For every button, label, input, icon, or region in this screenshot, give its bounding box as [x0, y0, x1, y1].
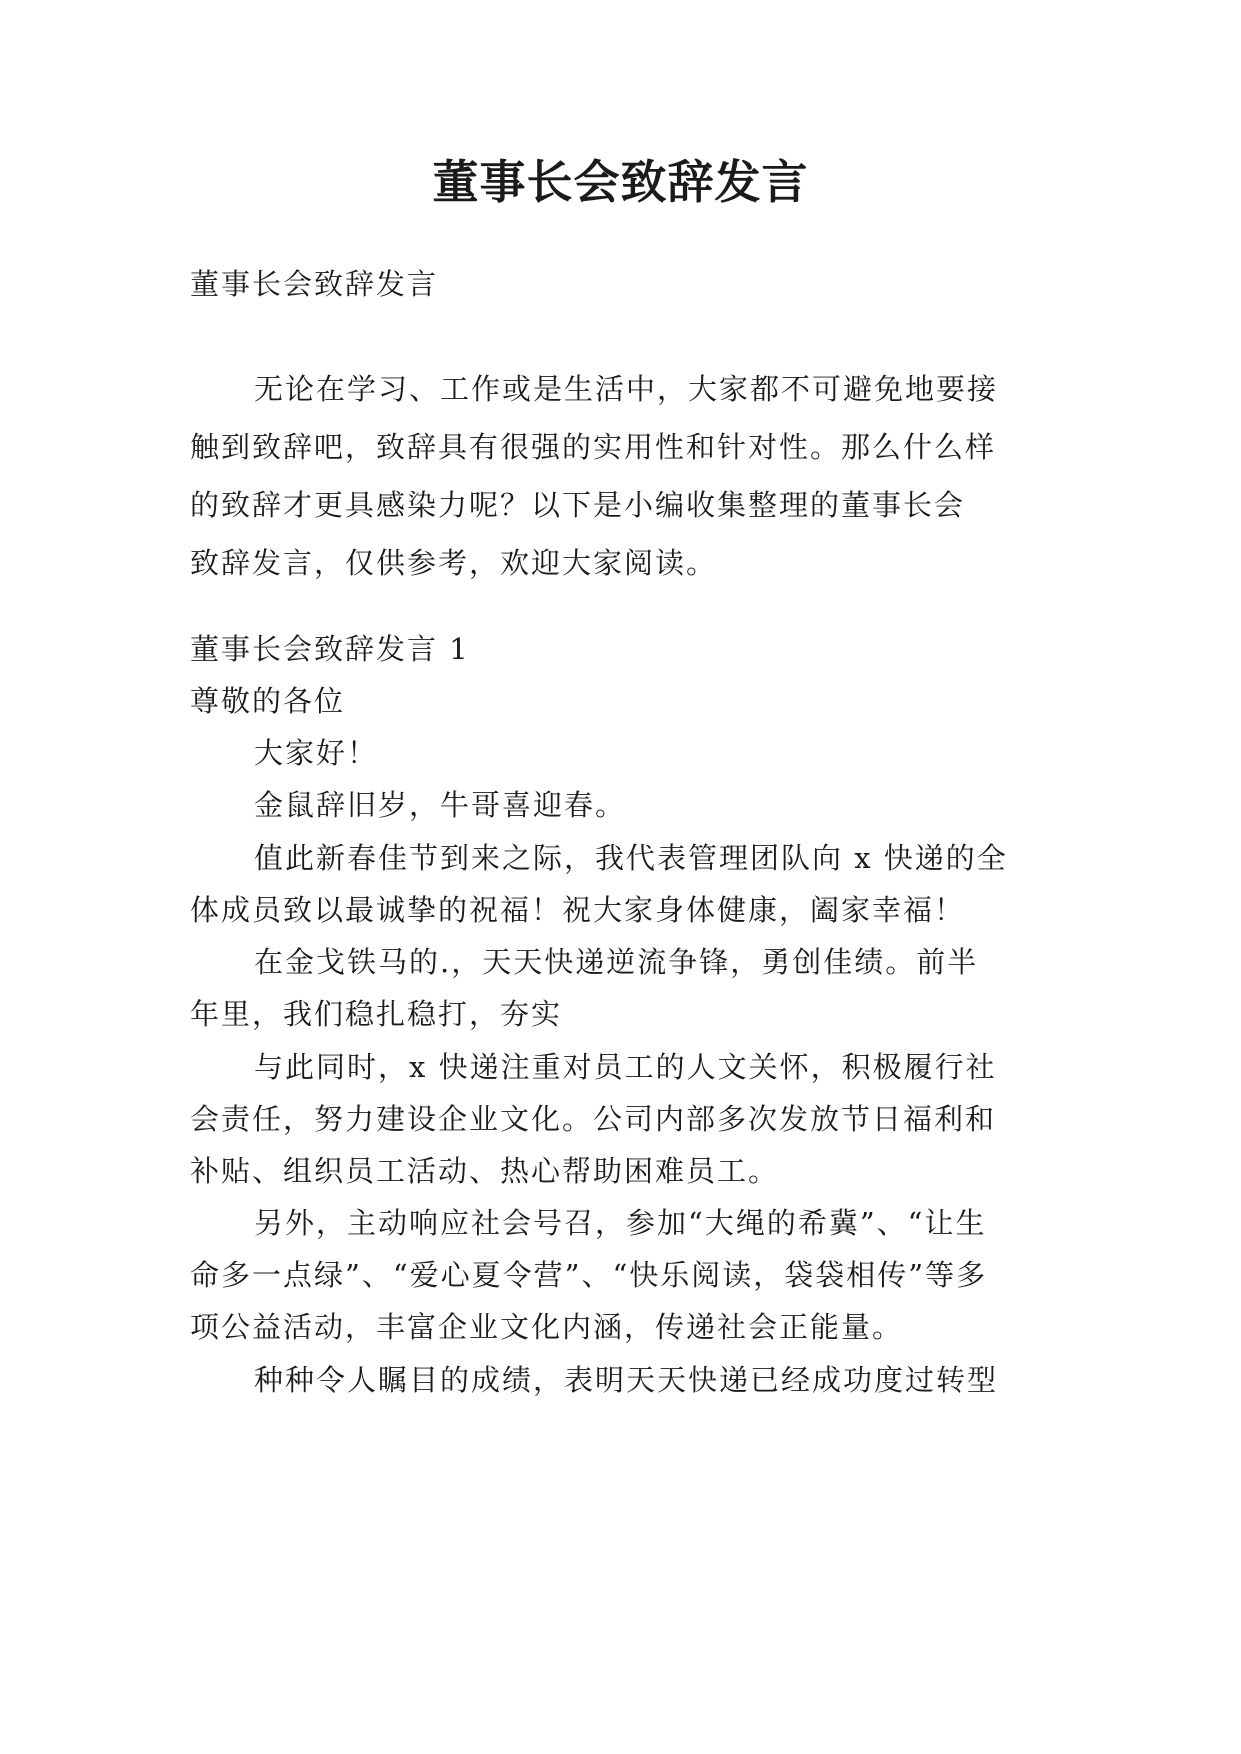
para5-line-1: 种种令人瞩目的成绩，表明天天快递已经成功度过转型 — [254, 1363, 999, 1397]
para3-line-1: 与此同时，x 快递注重对员工的人文关怀，积极履行社 — [254, 1050, 997, 1084]
para4-line-1: 另外，主动响应社会号召，参加“大绳的希冀”、“让生 — [254, 1206, 987, 1240]
couplet-line: 金鼠辞旧岁，牛哥喜迎春。 — [254, 788, 627, 822]
intro-line-2: 触到致辞吧，致辞具有很强的实用性和针对性。那么什么样 — [190, 430, 997, 464]
para1-line-2: 体成员致以最诚挚的祝福！祝大家身体健康，阖家幸福！ — [190, 893, 966, 927]
intro-line-1: 无论在学习、工作或是生活中，大家都不可避免地要接 — [254, 372, 999, 406]
document-title: 董事长会致辞发言 — [432, 155, 809, 209]
para3-line-2: 会责任，努力建设企业文化。公司内部多次发放节日福利和 — [190, 1102, 997, 1136]
salutation: 尊敬的各位 — [190, 684, 346, 718]
para3-line-3: 补贴、组织员工活动、热心帮助困难员工。 — [190, 1154, 780, 1188]
para1-line-1: 值此新春佳节到来之际，我代表管理团队向 x 快递的全 — [254, 841, 1008, 875]
para4-line-3: 项公益活动，丰富企业文化内涵，传递社会正能量。 — [190, 1310, 904, 1344]
intro-line-4: 致辞发言，仅供参考，欢迎大家阅读。 — [190, 546, 718, 580]
document-subtitle: 董事长会致辞发言 — [190, 267, 439, 301]
para2-line-1: 在金戈铁马的.，天天快递逆流争锋，勇创佳绩。前半 — [254, 945, 979, 979]
greeting: 大家好！ — [254, 736, 379, 770]
para2-line-2: 年里，我们稳扎稳打，夯实 — [190, 997, 563, 1031]
section-heading: 董事长会致辞发言 1 — [190, 632, 470, 666]
para4-line-2: 命多一点绿”、“爱心夏令营”、“快乐阅读，袋袋相传”等多 — [190, 1258, 988, 1292]
intro-line-3: 的致辞才更具感染力呢？以下是小编收集整理的董事长会 — [190, 488, 966, 522]
